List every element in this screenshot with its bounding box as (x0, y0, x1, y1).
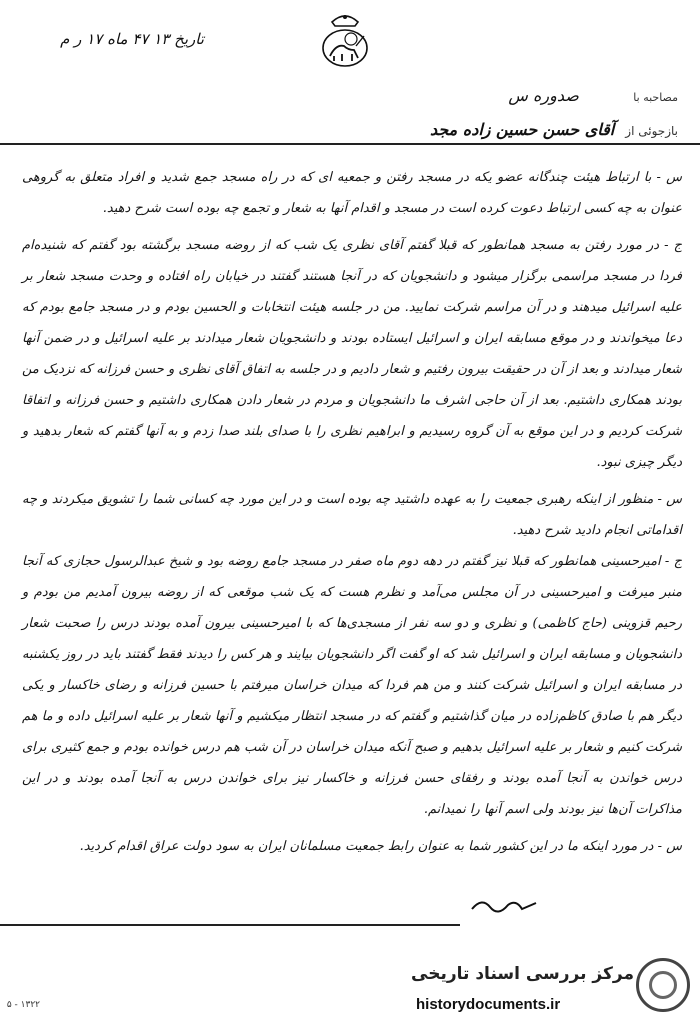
footer-divider (0, 924, 460, 926)
interrogator-value: آقای حسن حسین زاده مجد (429, 120, 615, 139)
signature-mark (470, 895, 540, 917)
interrogation-text (22, 162, 682, 862)
interview-field (320, 86, 678, 105)
watermark-title: مرکز بررسی اسناد تاریخی (411, 964, 634, 984)
lion-and-sun-emblem-icon (318, 8, 372, 70)
answer-1: ج - در مورد رفتن به مسجد همانطور که قبلا گفتم آقای نظری یک شب که از روضه مسجد برگشته بود گفتم که شنیده‌ام فردا در مسجد مراسمی برگزار میشود و دانشجویان که در آنجا هستند گفتند در خیابان راه افتاده و وحدت مسجد شعار بر علیه اسرائیل میدهند و در آن مراسم شرکت نمایید. من در جلسه هیئت انتخابات و الحسین بودم و در مسجد جامع بودم که دعا میخواندند و در موقع مسابقه ایران و اسرائیل ایستاده بودند و دانشجویان شعار میدادند بر علیه اسرائیل و در ضمن آنها شعار میدادند و بعد از آن در حقیقت بیرون رفتیم و شعار دادیم و در جلسه به اتفاق آقای نظری و حسن فرزانه که نزدیک من بودند همکاری داشتیم. بعد از آن حاجی اشرف ما دانشجویان و مردم در شعار دادن همکاری داشتیم و حسن فرزانه و اتفاقا شرکت کردیم و در این موقع به آن گروه رسیدیم و ابراهیم نظری را با صدای بلند صدا زدم و به آنها گفتم که شعار بدهید و دیگر چیزی نبود. (22, 238, 682, 470)
date-value: ۱۳ ۴۷ ماه ۱۷ ر م (60, 30, 170, 48)
date-field (14, 30, 204, 48)
interrogator-field (320, 120, 678, 139)
answer-2: ج - امیرحسینی همانطور که قبلا نیز گفتم در دهه دوم ماه صفر در مسجد جامع روضه بود و شیخ عبدالرسول حجازی که آنجا منبر میرفت و امیرحسینی در آن مجلس می‌آمد و نظرم هست که یک شب موقعی که از روضه بیرون آمدیم من بودم و رحیم قزوینی (حاج کاظمی) و نظری و دو سه نفر از مسجدی‌ها که با امیرحسینی بیرون آمده بودند درس را صحبت شعار دانشجویان و مسابقه ایران و اسرائیل شد که او گفت اگر دانشجویان بیایند و هر کس را دیدند فقط گفتند باید در روز یکشنبه در مسابقه ایران و اسرائیل شرکت کنند و من هم فردا که میدان خراسان میرفتم با حسین فرزانه و رضای خاکسار و یکی دیگر هم با صادق کاظم‌زاده در میان گذاشتیم و گفتم که در مسجد انتظار میکشیم و آنها شعار بر علیه اسرائیل داده و ما هم شرکت کنیم و شعار بر علیه اسرائیل بدهیم و صبح آنکه میدان خراسان در آن شب هم درس خوانده بودم و جمع کثیری برای درس خواندن به آنجا آمده بودند و رفقای حسن فرزانه و خاکسار نیز برای خواندن درس به آنجا آمده بودند و در این مذاکرات آن‌ها نیز بودند ولی اسم آنها را نمیدانم. (22, 554, 682, 817)
archive-logo-icon (636, 958, 690, 1012)
interview-label: مصاحبه با (633, 91, 678, 104)
interrogator-label: بازجوئی از (625, 124, 678, 138)
archive-watermark (408, 958, 694, 1020)
watermark-url: historydocuments.ir (416, 996, 561, 1013)
header-divider (0, 143, 700, 145)
question-3: س - در مورد اینکه ما در این کشور شما به عنوان رابط جمعیت مسلمانان ایران به سود دولت عراق اقدام کردید. (79, 839, 682, 854)
question-1: س - با ارتباط هیئت چندگانه عضو یکه در مسجد رفتن و جمعیه ای که در راه مسجد جمع شدید و افراد متعلق به گروهی عنوان به چه کسی ارتباط دعوت کرده است در مسجد و اقدام آنها به شعار و تجمع چه بوده است شرح دهید. (22, 170, 682, 216)
interview-value: صدوره س (508, 86, 579, 105)
archive-code: ۱۳۲۲ - ۵ (6, 1000, 40, 1010)
date-label: تاریخ (174, 30, 204, 48)
question-2: س - منظور از اینکه رهبری جمعیت را به عهده داشتید چه بوده است و در این مورد چه کسانی شما را تشویق میکردند و چه اقداماتی انجام دادید شرح دهید. (22, 492, 682, 538)
